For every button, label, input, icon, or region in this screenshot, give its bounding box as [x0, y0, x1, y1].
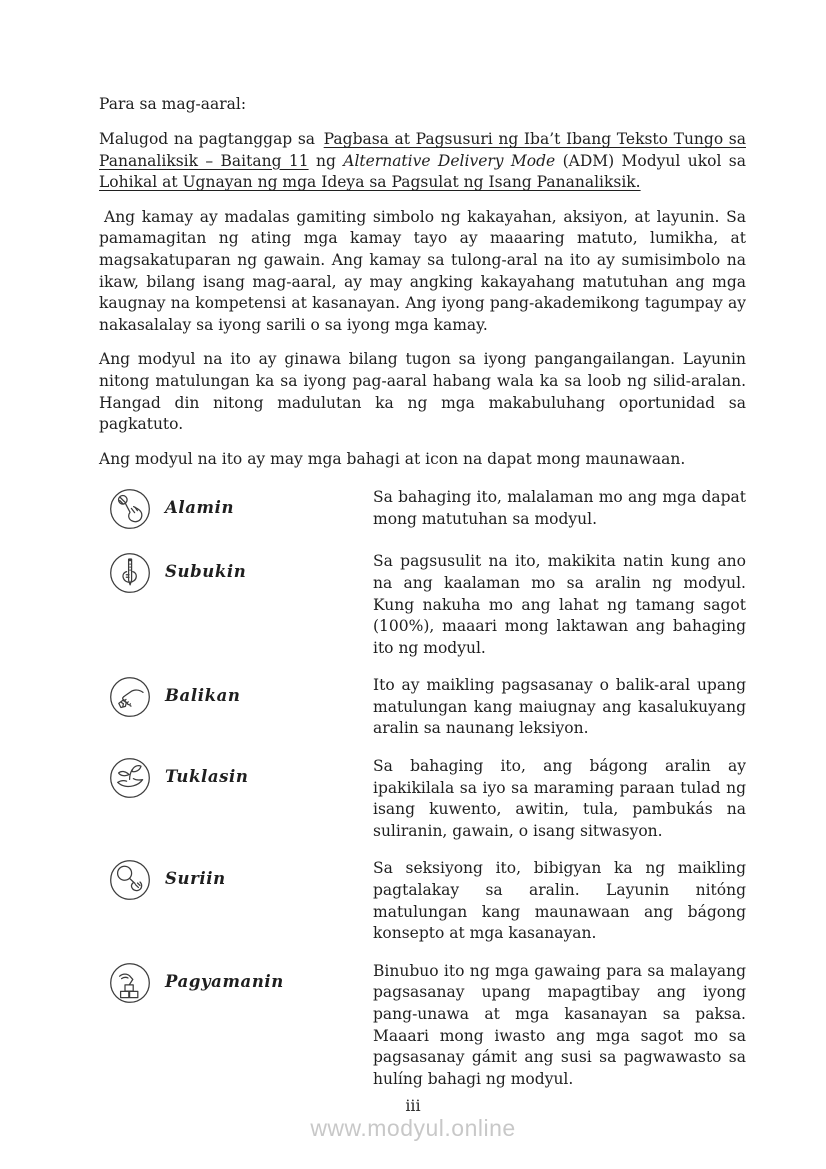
module-part-row [99, 961, 746, 1091]
module-part-row [99, 675, 746, 740]
suriin-hand-holding-magnifier-icon [108, 858, 152, 902]
label-cell [165, 961, 373, 1091]
description-cell [373, 858, 746, 944]
body-paragraph: Ang kamay ay madalas gamiting simbolo ng kakayahan, aksiyon, at layunin. Sa pamamagitan ng ating mga kamay tayo ay maaaring matuto, lumikha, at magsakatuparan ng gawain. Ang kamay sa tulong-aral na ito ay sumisimbolo na ikaw, bilang isang mag-aaral, ay may angking kakayahang matutuhan ang mga kaugnay na kompetensi at kasanayan. Ang iyong pang-akademikong tagumpay ay nakasalalay sa iyong sarili o sa iyong mga kamay. [99, 207, 746, 334]
subukin-hand-holding-pencil-icon [108, 551, 152, 595]
lesson-title: Lohikal at Ugnayan ng mga Ideya sa Pagsulat ng Isang Pananaliksik. [99, 173, 641, 192]
icon-cell [99, 675, 165, 740]
welcome-after-adm: (ADM) Modyul ukol sa [555, 151, 746, 170]
label-cell [165, 756, 373, 842]
section-description: Sa bahaging ito, ang bágong aralin ay ipakikilala sa iyo sa maraming paraan tulad ng isang kuwento, awitin, tula, pambukás na suliranin, gawain, o isang sitwasyon. [373, 757, 746, 840]
page-content [99, 94, 746, 1106]
module-part-row [99, 756, 746, 842]
tuklasin-hand-holding-sprout-icon [108, 756, 152, 800]
body-paragraph: Ang modyul na ito ay ginawa bilang tugon sa iyong pangangailangan. Layunin nitong matulungan ka sa iyong pag-aaral habang wala ka sa loob ng silid-aralan. Hangad din nitong madulutan ka ng mga makabuluhang oportunidad sa pagkatuto. [99, 350, 746, 434]
module-part-row [99, 858, 746, 944]
module-part-row [99, 551, 746, 659]
section-description: Sa seksiyong ito, bibigyan ka ng maikling pagtalakay sa aralin. Layunin nitóng matulungan kang maunawaan ang bágong konsepto at mga kasanayan. [373, 859, 746, 943]
module-parts-table [99, 487, 746, 1090]
watermark: www.modyul.online [310, 1115, 516, 1141]
label-cell [165, 487, 373, 535]
section-label: Subukin [165, 562, 247, 582]
section-label: Suriin [165, 869, 226, 889]
module-part-row [99, 487, 746, 535]
module-title: Pagbasa at Pagsusuri ng Iba’t Ibang Teksto Tungo sa Pananaliksik – Baitang 11 [99, 130, 746, 170]
welcome-paragraph [99, 129, 746, 194]
section-label: Alamin [165, 498, 235, 518]
section-label: Pagyamanin [165, 971, 284, 991]
page-heading: Para sa mag-aaral: [99, 95, 247, 113]
welcome-lead: Malugod na pagtanggap sa [99, 130, 316, 148]
label-cell [165, 551, 373, 659]
alamin-hand-pressing-button-icon [108, 487, 152, 531]
description-cell [373, 487, 746, 535]
icon-cell [99, 961, 165, 1091]
label-cell [165, 675, 373, 740]
balikan-hand-with-paper-icon [108, 675, 152, 719]
body-paragraph: Ang modyul na ito ay may mga bahagi at icon na dapat mong maunawaan. [99, 449, 686, 468]
icon-cell [99, 756, 165, 842]
pagyamanin-hand-stacking-blocks-icon [108, 961, 152, 1005]
description-cell [373, 675, 746, 740]
label-cell [165, 858, 373, 944]
section-description: Sa bahaging ito, malalaman mo ang mga dapat mong matutuhan sa modyul. [373, 488, 746, 528]
section-description: Binubuo ito ng mga gawaing para sa malayang pagsasanay upang mapagtibay ang iyong pang-unawa at mga kasanayan sa paksa. Maaari mong iwasto ang mga sagot mo sa pagsasanay gámit ang susi sa pagwawasto sa hulíng bahagi ng modyul. [373, 961, 746, 1088]
description-cell [373, 961, 746, 1091]
section-label: Tuklasin [165, 767, 249, 787]
section-description: Sa pagsusulit na ito, makikita natin kung ano na ang kaalaman mo sa aralin ng modyul. Kung nakuha mo ang lahat ng tamang sagot (100%), maaari mong laktawan ang bahaging ito ng modyul. [373, 552, 746, 657]
welcome-mid: ng [308, 151, 344, 170]
description-cell [373, 756, 746, 842]
section-description: Ito ay maikling pagsasanay o balik-aral upang matulungan kang maiugnay ang kasalukuyang aralin sa naunang leksiyon. [373, 676, 746, 738]
page-number: iii [405, 1096, 421, 1115]
section-label: Balikan [165, 686, 241, 706]
icon-cell [99, 858, 165, 944]
adm-name: Alternative Delivery Mode [343, 151, 556, 170]
icon-cell [99, 551, 165, 659]
description-cell [373, 551, 746, 659]
icon-cell [99, 487, 165, 535]
